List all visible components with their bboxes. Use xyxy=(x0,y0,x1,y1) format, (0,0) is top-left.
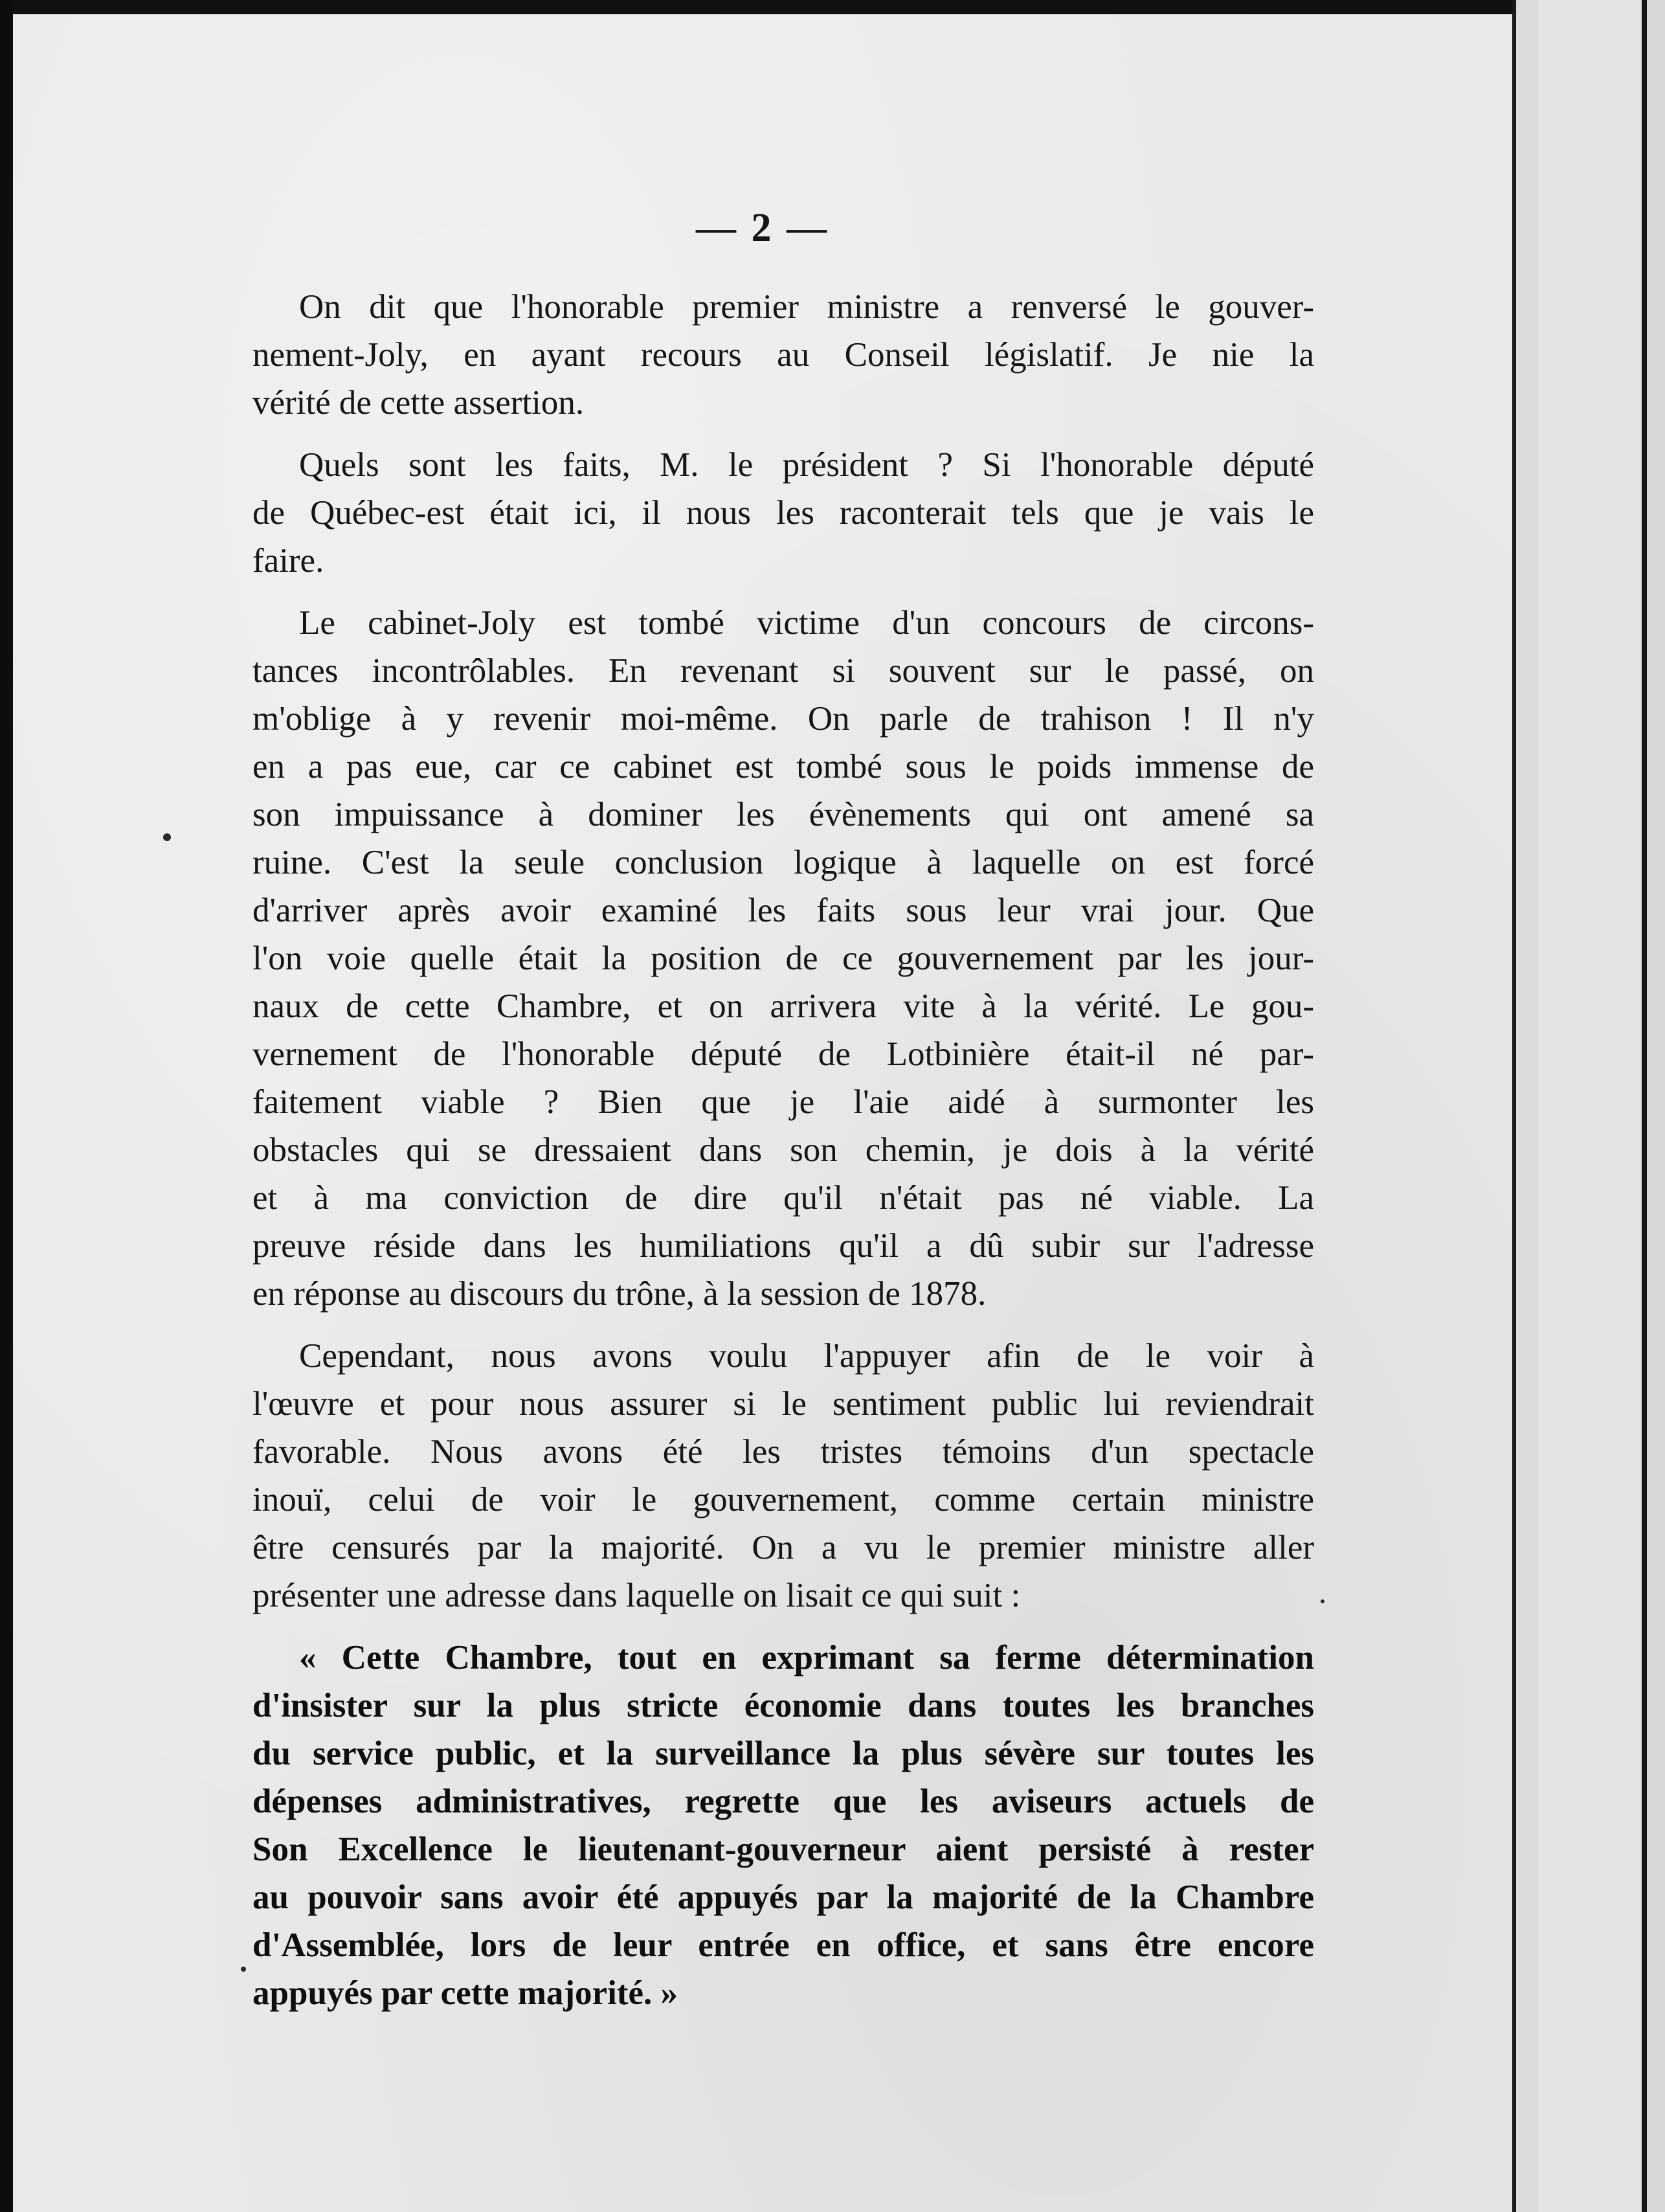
text-line: vérité de cette assertion. xyxy=(252,384,585,422)
paragraph-4 xyxy=(252,1332,1314,1620)
text-line: présenter une adresse dans laquelle on lisait ce qui suit : xyxy=(252,1577,1021,1614)
text-line: m'oblige à y revenir moi-même. On parle de trahison ! Il n'y xyxy=(252,700,1314,738)
text-line: d'insister sur la plus stricte économie dans toutes les branches xyxy=(252,1687,1314,1724)
text-line: être censurés par la majorité. On a vu le premier ministre aller xyxy=(252,1529,1314,1566)
text-line: d'arriver après avoir examiné les faits sous leur vrai jour. Que xyxy=(252,892,1314,929)
text-line: l'on voie quelle était la position de ce gouvernement par les jour- xyxy=(252,940,1314,977)
scan-margin-right xyxy=(1647,0,1665,2212)
text-line: au pouvoir sans avoir été appuyés par la majorité de la Chambre xyxy=(252,1879,1314,1916)
text-line: en réponse au discours du trône, à la session de 1878. xyxy=(252,1275,987,1313)
text-line: inouï, celui de voir le gouvernement, comme certain ministre xyxy=(252,1481,1314,1518)
text-line: faire. xyxy=(252,542,324,580)
paper-speck xyxy=(163,833,171,841)
paragraph-2 xyxy=(252,441,1314,585)
text-line: d'Assemblée, lors de leur entrée en office, et sans être encore xyxy=(252,1926,1314,1964)
text-line: nement-Joly, en ayant recours au Conseil législatif. Je nie la xyxy=(252,336,1314,374)
text-line: naux de cette Chambre, et on arrivera vite à la vérité. Le gou- xyxy=(252,988,1314,1025)
paper-speck xyxy=(1321,1599,1324,1603)
text-line: Le cabinet-Joly est tombé victime d'un concours de circons- xyxy=(299,604,1314,642)
text-line: du service public, et la surveillance la plus sévère sur toutes les xyxy=(252,1735,1314,1772)
text-line: « Cette Chambre, tout en exprimant sa ferme détermination xyxy=(299,1639,1314,1676)
text-line: ruine. C'est la seule conclusion logique à laquelle on est forcé xyxy=(252,844,1314,881)
text-line: obstacles qui se dressaient dans son chemin, je dois à la vérité xyxy=(252,1131,1314,1169)
adjacent-page-edge xyxy=(1538,0,1642,2212)
text-line: faitement viable ? Bien que je l'aie aidé à surmonter les xyxy=(252,1083,1314,1121)
page-gutter xyxy=(1512,0,1538,2212)
body-text xyxy=(252,283,1314,2031)
scan-border-left xyxy=(0,0,13,2212)
paper-speck xyxy=(241,1967,246,1972)
document-page xyxy=(13,14,1512,2212)
text-line: dépenses administratives, regrette que les aviseurs actuels de xyxy=(252,1783,1314,1820)
scan-border-right xyxy=(1642,0,1647,2212)
text-line: Cependant, nous avons voulu l'appuyer afin de le voir à xyxy=(299,1337,1314,1375)
text-line: favorable. Nous avons été les tristes témoins d'un spectacle xyxy=(252,1433,1314,1471)
text-line: appuyés par cette majorité. » xyxy=(252,1974,678,2012)
quoted-address xyxy=(252,1634,1314,2017)
page-number: — 2 — xyxy=(696,206,829,250)
text-line: preuve réside dans les humiliations qu'il a dû subir sur l'adresse xyxy=(252,1227,1314,1265)
text-line: Quels sont les faits, M. le président ? Si l'honorable député xyxy=(299,446,1314,484)
text-line: vernement de l'honorable député de Lotbinière était-il né par- xyxy=(252,1035,1314,1073)
text-line: On dit que l'honorable premier ministre a renversé le gouver- xyxy=(299,288,1314,326)
text-line: et à ma conviction de dire qu'il n'était pas né viable. La xyxy=(252,1179,1314,1217)
text-line: l'œuvre et pour nous assurer si le sentiment public lui reviendrait xyxy=(252,1385,1314,1423)
text-line: tances incontrôlables. En revenant si souvent sur le passé, on xyxy=(252,652,1314,690)
text-line: de Québec-est était ici, il nous les raconterait tels que je vais le xyxy=(252,494,1314,532)
paragraph-1 xyxy=(252,283,1314,427)
paragraph-3 xyxy=(252,599,1314,1318)
text-line: en a pas eue, car ce cabinet est tombé sous le poids immense de xyxy=(252,748,1314,785)
scan-border-top xyxy=(0,0,1665,14)
text-line: Son Excellence le lieutenant-gouverneur aient persisté à rester xyxy=(252,1831,1314,1868)
text-line: son impuissance à dominer les évènements qui ont amené sa xyxy=(252,796,1314,833)
